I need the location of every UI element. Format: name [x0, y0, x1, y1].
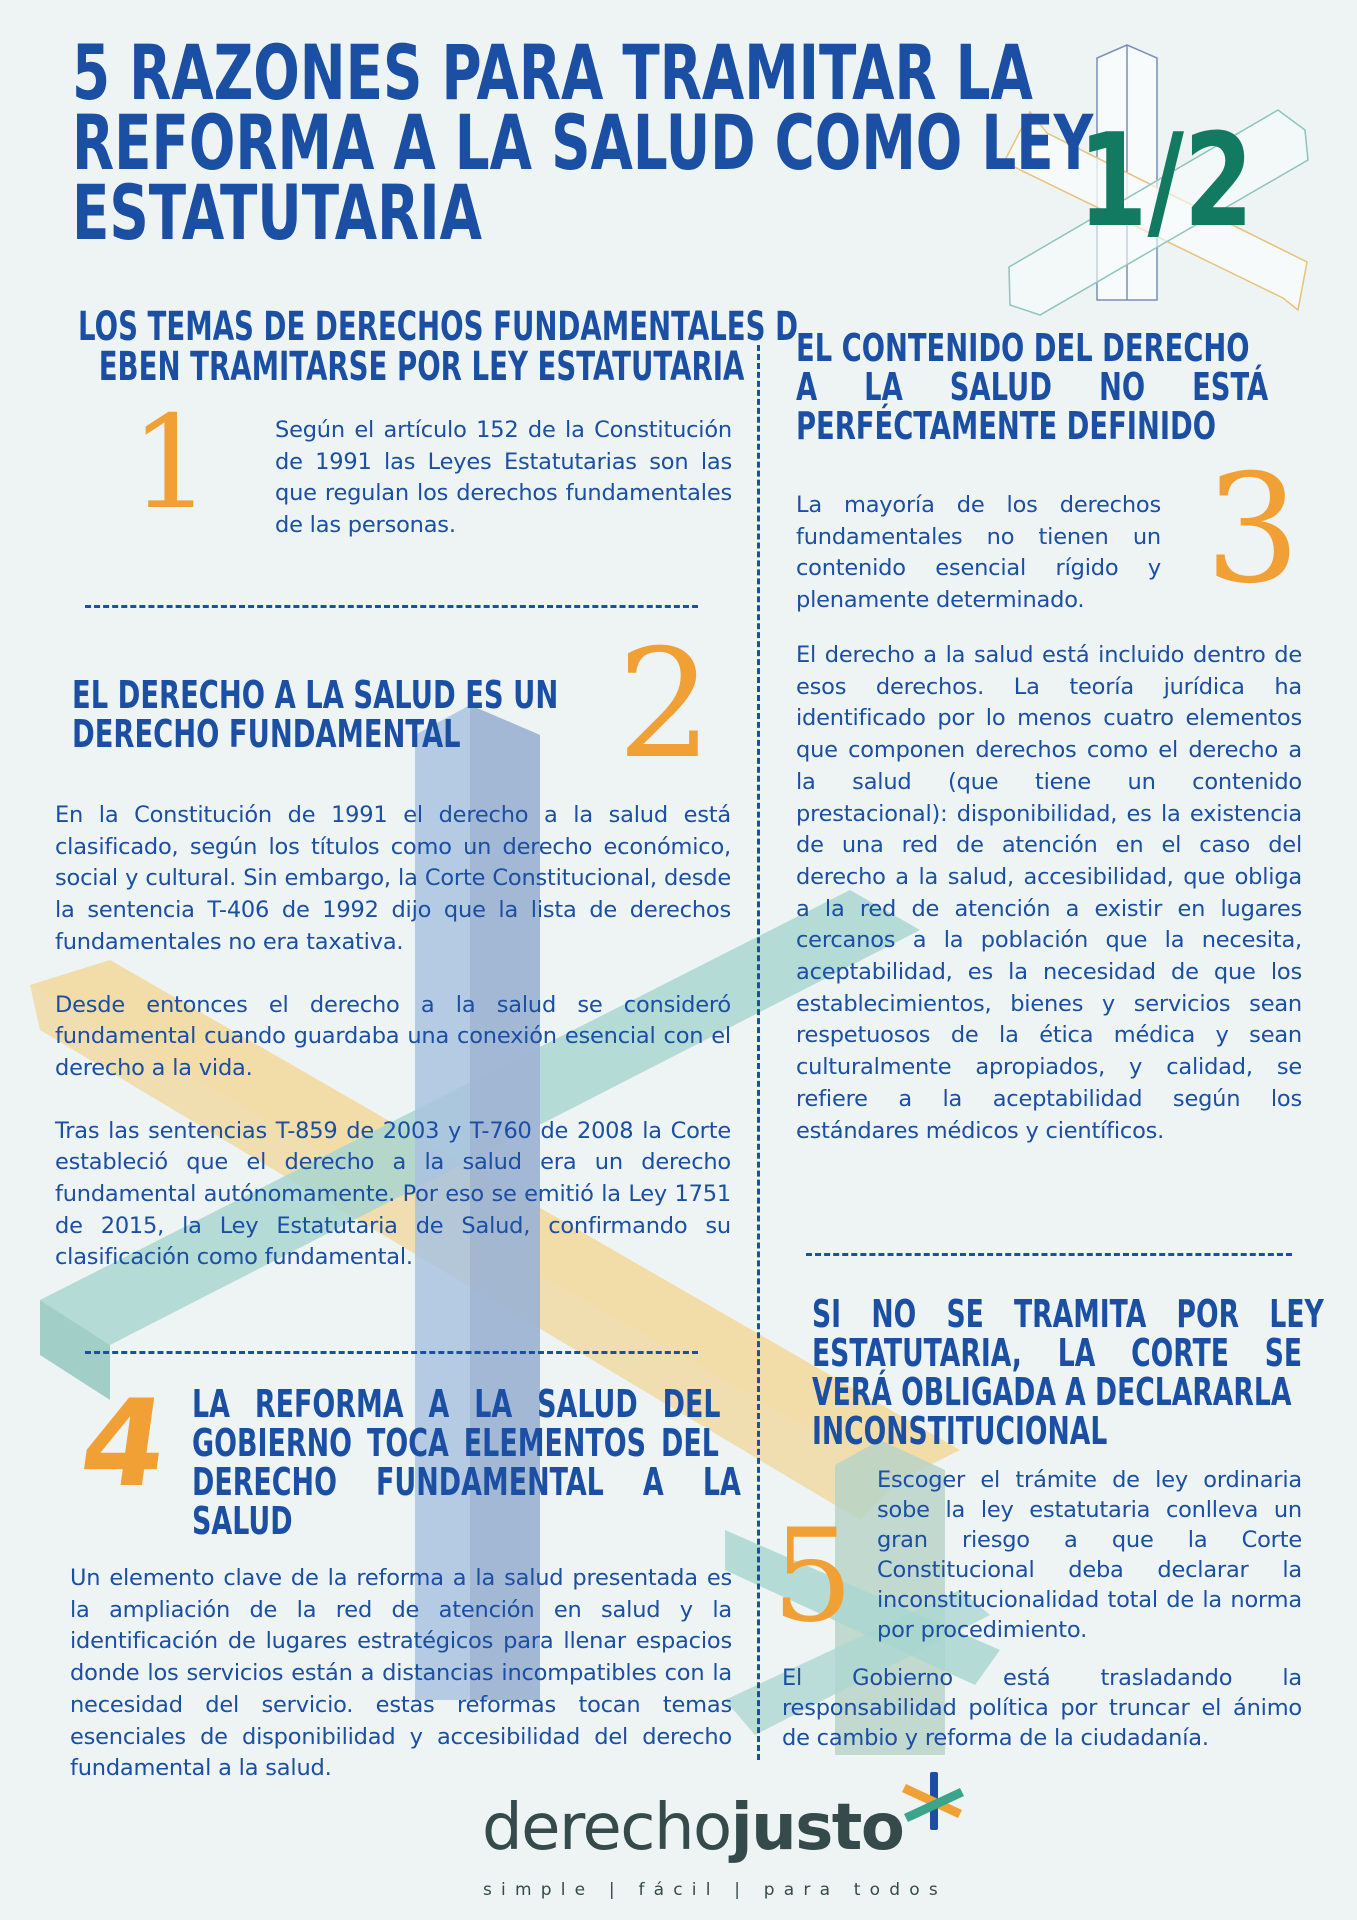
- paragraph: El derecho a la salud está incluido dentro de esos derechos. La teoría jurídica ha identificado por lo menos cuatro elementos que componen derechos como el derecho a la salud (que tiene un contenido prestacional): disponibilidad, es la existencia de una red de atención en el caso del derecho a la salud, accesibilidad, que obliga a la red de atención a existir en lugares cercanos a la población que la necesita, aceptabilidad, es la necesidad de que los establecimientos, bienes y servicios sean respetuosos de la ética médica y sean culturalmente apropiados, y calidad, se refiere a la aceptabilidad según los estándares médicos y científicos.: [796, 642, 1302, 1144]
- title-line: A LA SALUD NO ESTÁ: [796, 365, 1269, 409]
- title-line-2: REFORMA A LA SALUD COMO LEY: [72, 98, 1094, 187]
- title-line: LOS TEMAS DE DERECHOS FUNDAMENTALES D: [78, 304, 799, 350]
- section-divider: [806, 1253, 1292, 1256]
- paragraph: En la Constitución de 1991 el derecho a la salud está clasificado, según los títulos como un derecho económico, social y cultural. Sin embargo, la Corte Constitucional, desde la sentencia T-406 de 1992 dijo que la lista de derechos fundamentales no era taxativa.: [55, 802, 731, 955]
- reason-2-body: [55, 800, 731, 1274]
- brand-logo: [482, 1791, 904, 1865]
- title-line: VERÁ OBLIGADA A DECLARARLA: [812, 1370, 1292, 1414]
- paragraph: Un elemento clave de la reforma a la salud presentada es la ampliación de la red de atención en salud y la identificación de lugares estratégicos para llenar espacios donde los servicios están a distancias incompatibles con la necesidad del servicio. estas reformas tocan temas esenciales de disponibilidad y accesibilidad del derecho fundamental a la salud.: [70, 1565, 732, 1782]
- reason-1-title: [78, 304, 799, 390]
- title-line: GOBIERNO TOCA ELEMENTOS DEL: [192, 1421, 719, 1465]
- title-line-3: ESTATUTARIA: [72, 168, 483, 257]
- title-line: PERFÉCTAMENTE DEFINIDO: [796, 404, 1216, 448]
- brand-tagline: simple | fácil | para todos: [483, 1880, 947, 1900]
- title-line: INCONSTITUCIONAL: [812, 1409, 1108, 1453]
- title-line: EBEN TRAMITARSE POR LEY ESTATUTARIA: [98, 344, 745, 390]
- title-line: DERECHO FUNDAMENTAL: [72, 712, 461, 756]
- reason-3-body: [796, 640, 1302, 1147]
- reason-5-number: 5: [772, 1502, 854, 1651]
- logo-word-light: derecho: [482, 1791, 731, 1865]
- reason-2-number: 2: [617, 618, 713, 792]
- reason-2-title: [72, 673, 559, 756]
- title-line: ESTATUTARIA, LA CORTE SE: [812, 1331, 1303, 1375]
- title-line: EL CONTENIDO DEL DERECHO: [796, 326, 1250, 370]
- reason-4-title: [192, 1382, 758, 1543]
- page-title: [72, 28, 1094, 257]
- section-divider: [85, 1351, 698, 1354]
- reason-5-body: [877, 1465, 1302, 1645]
- title-line-1: 5 RAZONES PARA TRAMITAR LA: [72, 28, 1033, 117]
- page-indicator: 1/2: [1078, 107, 1254, 256]
- reason-4-body: [70, 1563, 732, 1785]
- title-line: SI NO SE TRAMITA POR LEY: [812, 1292, 1324, 1336]
- paragraph: Según el artículo 152 de la Constitución de 1991 las Leyes Estatutarias son las que regulan los derechos fundamentales de las personas.: [275, 417, 732, 539]
- paragraph: Escoger el trámite de ley ordinaria sobe la ley estatutaria conlleva un gran riesgo a que la Corte Constitucional deba declarar la inconstitucionalidad total de la norma por procedimiento.: [877, 1467, 1302, 1643]
- paragraph: El Gobierno está trasladando la responsabilidad política por truncar el ánimo de cambio y reforma de la ciudadanía.: [782, 1665, 1302, 1751]
- title-line: DERECHO FUNDAMENTAL A LA: [192, 1460, 741, 1504]
- asterisk-cross-icon: [898, 1770, 970, 1832]
- section-divider: [85, 605, 698, 608]
- column-divider: [757, 345, 760, 1760]
- paragraph: La mayoría de los derechos fundamentales no tienen un contenido esencial rígido y plenamente determinado.: [796, 492, 1161, 614]
- reason-1-body: [275, 415, 732, 542]
- reason-5-title: [812, 1292, 1324, 1453]
- reason-3-title: [796, 326, 1307, 448]
- title-line: EL DERECHO A LA SALUD ES UN: [72, 673, 559, 717]
- title-line: SALUD: [192, 1499, 293, 1543]
- title-line: LA REFORMA A LA SALUD DEL: [192, 1382, 721, 1426]
- reason-3-number: 3: [1205, 443, 1301, 617]
- reason-1-number: 1: [130, 389, 212, 538]
- paragraph: Desde entonces el derecho a la salud se consideró fundamental cuando guardaba una conexión esencial con el derecho a la vida.: [55, 991, 731, 1081]
- logo-word-bold: justo: [730, 1791, 904, 1865]
- paragraph: Tras las sentencias T-859 de 2003 y T-760 de 2008 la Corte estableció que el derecho a la salud era un derecho fundamental autónomamente. Por eso se emitió la Ley 1751 de 2015, la Ley Estatutaria de Salud, confirmando su clasificación como fundamental.: [55, 1117, 731, 1271]
- reason-4-number: 4: [72, 1375, 176, 1514]
- reason-3-intro: [796, 490, 1161, 617]
- reason-5-closing: [782, 1663, 1302, 1753]
